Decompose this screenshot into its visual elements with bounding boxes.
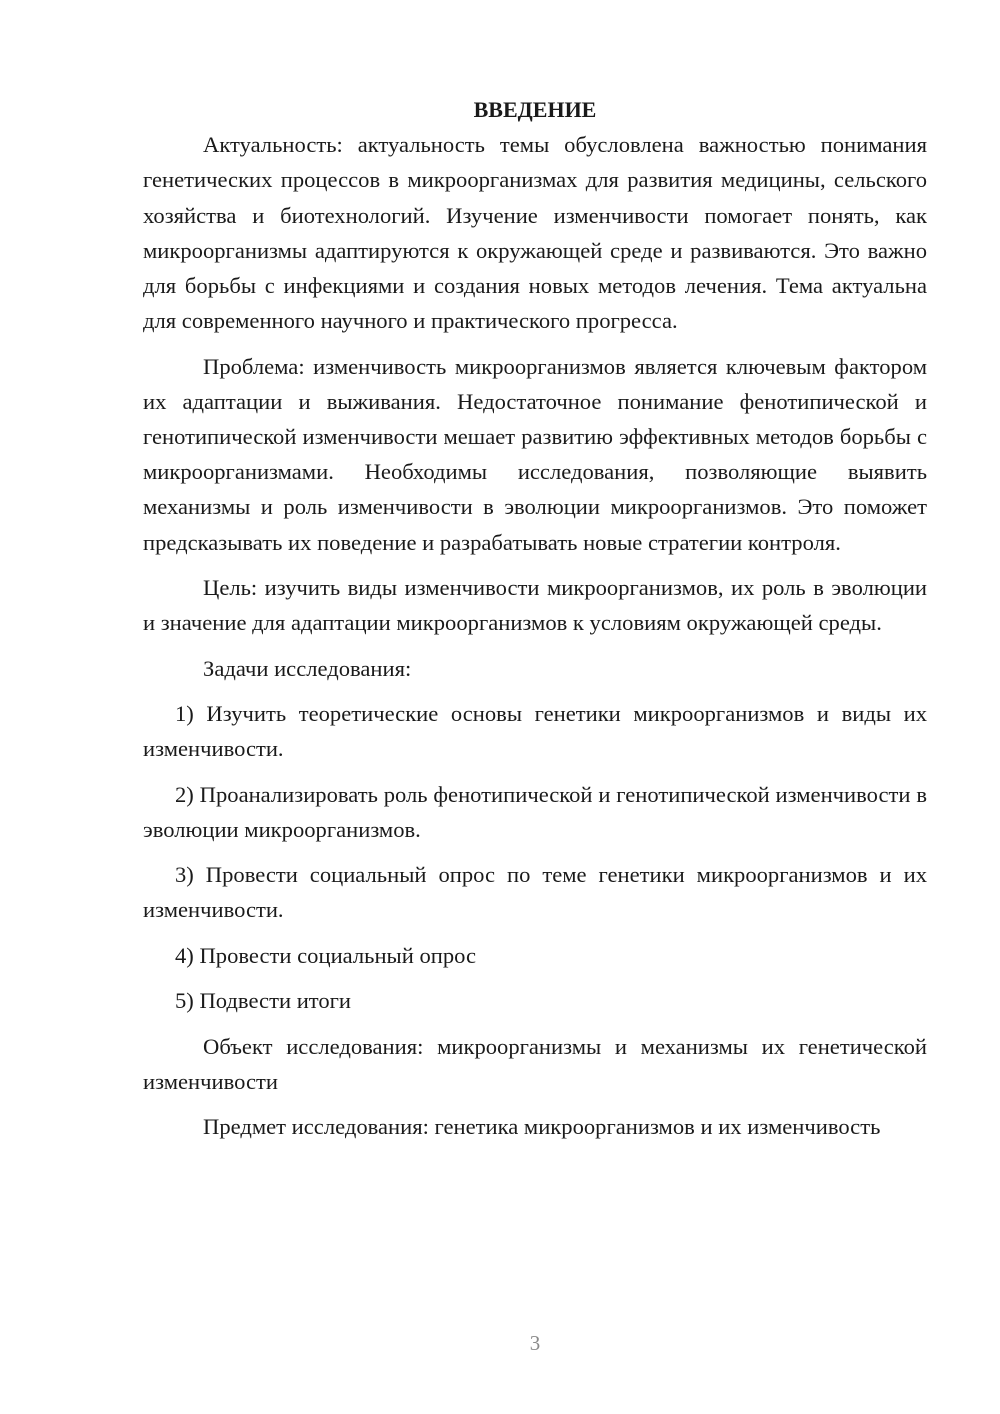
page-number: 3 xyxy=(529,1331,541,1355)
task-item-4: 4) Провести социальный опрос xyxy=(175,942,477,968)
paragraph-goal: Цель: изучить виды изменчивости микроорганизмов, их роль в эволюции и значение для адаптации микроорганизмов к условиям окружающей среды. xyxy=(143,575,927,636)
section-heading: ВВЕДЕНИЕ xyxy=(473,97,597,122)
task-item-3: 3) Провести социальный опрос по теме генетики микроорганизмов и их изменчивости. xyxy=(143,862,927,923)
document-body xyxy=(143,92,927,1155)
paragraph-subject: Предмет исследования: генетика микроорганизмов и их изменчивость xyxy=(203,1114,881,1140)
task-item-5: 5) Подвести итоги xyxy=(175,988,352,1014)
paragraph-problem: Проблема: изменчивость микроорганизмов является ключевым фактором их адаптации и выживания. Недостаточное понимание фенотипической и генотипической изменчивости мешает развитию эффективных методов борьбы с микроорганизмами. Необходимы исследования, позволяющие выявить механизмы и роль изменчивости в эволюции микроорганизмов. Это поможет предсказывать их поведение и разрабатывать новые стратегии контроля. xyxy=(143,353,927,555)
paragraph-object: Объект исследования: микроорганизмы и механизмы их генетической изменчивости xyxy=(143,1033,927,1094)
task-item-2: 2) Проанализировать роль фенотипической и генотипической изменчивости в эволюции микроорганизмов. xyxy=(143,781,927,842)
tasks-heading: Задачи исследования: xyxy=(203,655,412,681)
task-item-1: 1) Изучить теоретические основы генетики микроорганизмов и виды их изменчивости. xyxy=(143,701,927,762)
paragraph-relevance: Актуальность: актуальность темы обусловлена важностью понимания генетических процессов в микроорганизмах для развития медицины, сельского хозяйства и биотехнологий. Изучение изменчивости помогает понять, как микроорганизмы адаптируются к окружающей среде и развиваются. Это важно для борьбы с инфекциями и создания новых методов лечения. Тема актуальна для современного научного и практического прогресса. xyxy=(143,132,927,334)
